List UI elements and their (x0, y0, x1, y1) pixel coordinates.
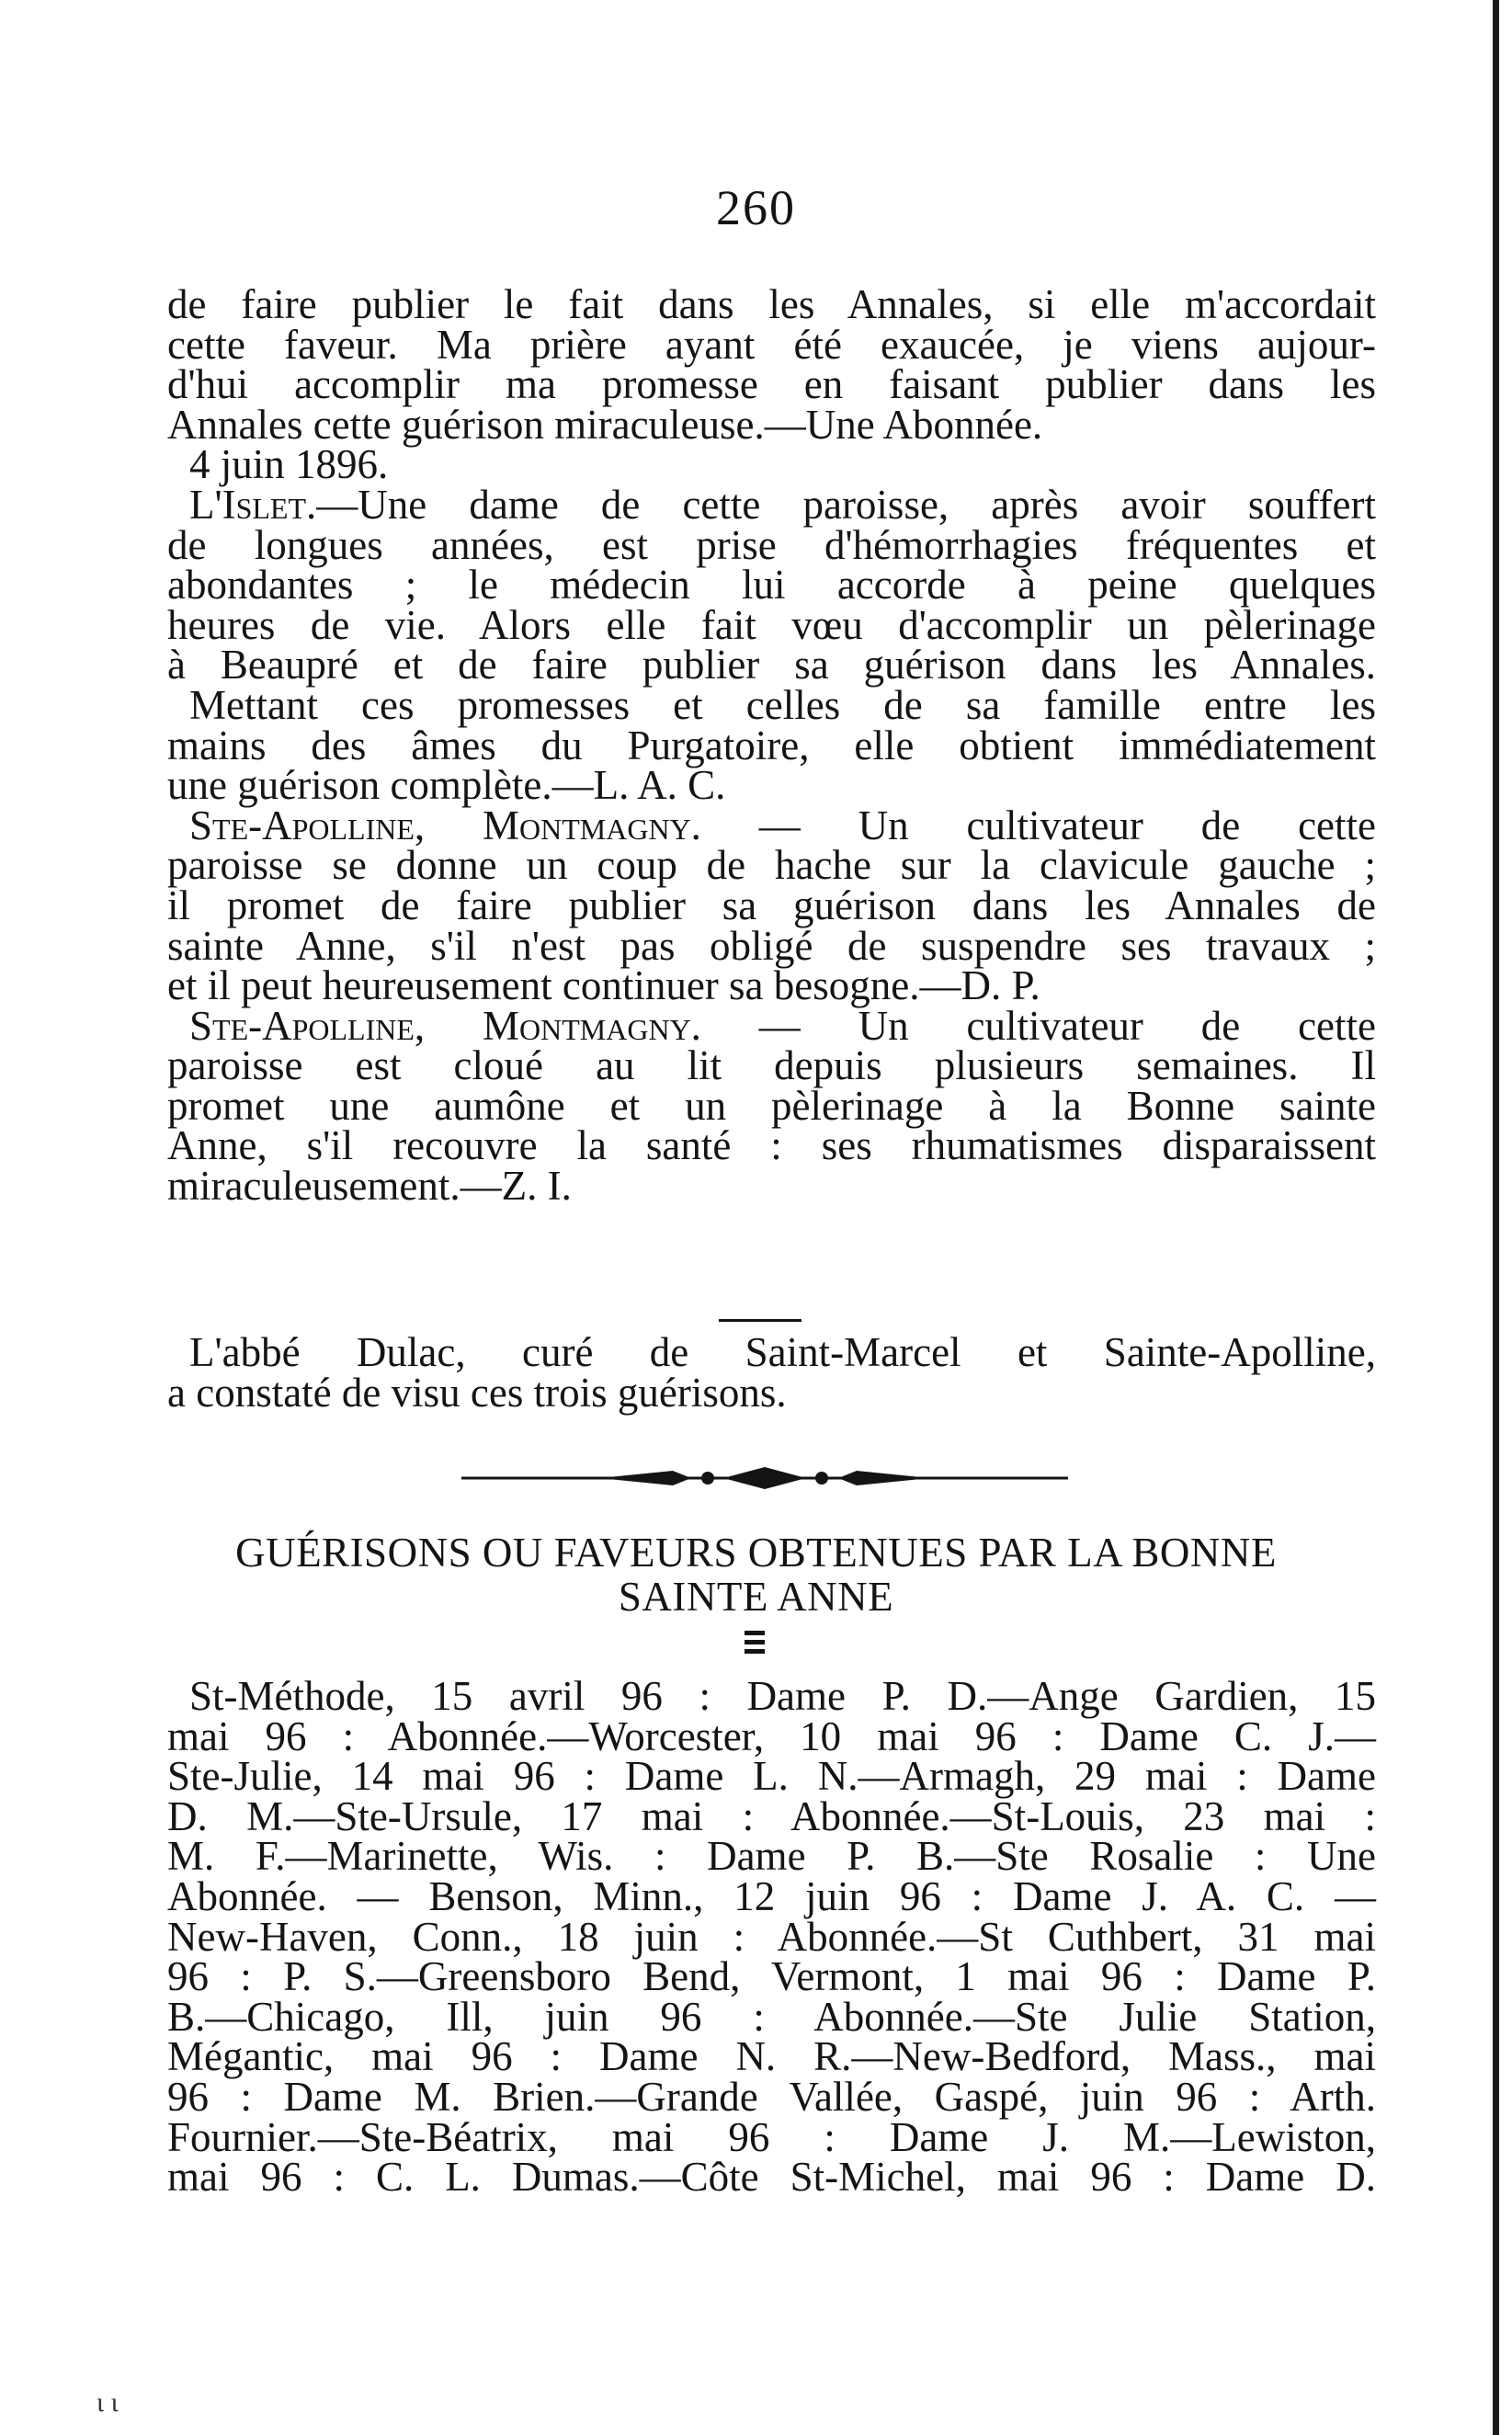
text-line: promet une aumône et un pèlerinage à la Bonne sainte (167, 1082, 1376, 1129)
text-line: de longues années, est prise d'hémorrhagies fréquentes et (167, 521, 1376, 568)
list-line: Fournier.—Ste-Béatrix, mai 96 : Dame J. M.—Lewiston, (167, 2113, 1376, 2160)
text-line: L'abbé Dulac, curé de Saint-Marcel et Sainte-Apolline, (189, 1329, 1376, 1375)
text-line: abondantes ; le médecin lui accorde à peine quelques (167, 562, 1376, 609)
list-line: M. F.—Marinette, Wis. : Dame P. B.—Ste Rosalie : Une (167, 1833, 1376, 1880)
text-line: Annales cette guérison miraculeuse.—Une Abonnée. (167, 401, 1043, 448)
islet-paragraph (167, 481, 1376, 809)
list-line: 96 : P. S.—Greensboro Bend, Vermont, 1 mai 96 : Dame P. (167, 1953, 1376, 2000)
text-line: à Beaupré et de faire publier sa guérison dans les Annales. (167, 642, 1376, 688)
text-line: Mettant ces promesses et celles de sa famille entre les (189, 681, 1376, 728)
favours-paragraph (167, 1673, 1376, 2201)
attestation-paragraph (167, 1329, 1376, 1416)
list-line: Mégantic, mai 96 : Dame N. R.—New-Bedford, Mass., mai (167, 2033, 1376, 2080)
list-line: D. M.—Ste-Ursule, 17 mai : Abonnée.—St-Louis, 23 mai : (167, 1792, 1376, 1839)
attestation-block (167, 1329, 1376, 1416)
favours-list (167, 1673, 1376, 2201)
ornamental-rule (461, 1460, 1068, 1496)
text-line: de faire publier le fait dans les Annales, si elle m'accordait (167, 281, 1376, 327)
text-fragment: — Un cultivateur de cette (700, 802, 1376, 848)
text-line: paroisse se donne un coup de hache sur la clavicule gauche ; (167, 842, 1376, 889)
text-fragment: — Un cultivateur de cette (700, 1002, 1376, 1049)
text-line: paroisse est cloué au lit depuis plusieurs semaines. Il (167, 1042, 1376, 1089)
heading-line-2: SAINTE ANNE (618, 1574, 894, 1620)
section-divider (719, 1319, 801, 1322)
list-line: 96 : Dame M. Brien.—Grande Vallée, Gaspé, juin 96 : Arth. (167, 2073, 1376, 2120)
list-line: St-Méthode, 15 avril 96 : Dame P. D.—Ange Gardien, 15 (189, 1673, 1376, 1719)
text-line: il promet de faire publier sa guérison dans les Annales de (167, 882, 1376, 928)
text-line: cette faveur. Ma prière ayant été exaucée, je viens aujour- (167, 321, 1376, 368)
text-line (167, 1002, 1376, 1049)
page-number: 260 (716, 180, 796, 235)
list-line: Abonnée. — Benson, Minn., 12 juin 96 : Dame J. A. C. — (167, 1872, 1376, 1919)
text-line: heures de vie. Alors elle fait vœu d'accomplir un pèlerinage (167, 601, 1376, 648)
section-heading (138, 1530, 1374, 1619)
text-line: une guérison complète.—L. A. C. (167, 762, 726, 809)
apolline-paragraph-1 (167, 802, 1376, 1009)
date-line: 4 juin 1896. (189, 441, 389, 488)
page-edge-rule (1493, 0, 1499, 2435)
text-line: et il peut heureusement continuer sa besogne.—D. P. (167, 962, 1040, 1009)
list-line: B.—Chicago, Ill, juin 96 : Abonnée.—Ste Julie Station, (167, 1993, 1376, 2040)
text-line: a constaté de visu ces trois guérisons. (167, 1369, 787, 1416)
text-column-top (167, 281, 1376, 1210)
corner-marks: ι ι (97, 2387, 119, 2418)
text-line: mains des âmes du Purgatoire, elle obtient immédiatement (167, 722, 1376, 768)
text-line: Anne, s'il recouvre la santé : ses rhumatismes disparaissent (167, 1122, 1376, 1169)
text-fragment: —Une dame de cette paroisse, après avoir souffert (316, 481, 1376, 528)
text-line (167, 481, 1376, 528)
list-line: New-Haven, Conn., 18 juin : Abonnée.—St Cuthbert, 31 mai (167, 1913, 1376, 1960)
text-line: miraculeusement.—Z. I. (167, 1163, 572, 1210)
text-line (167, 802, 1376, 848)
heading-line-1: GUÉRISONS OU FAVEURS OBTENUES PAR LA BONNE (235, 1530, 1277, 1576)
continuation-paragraph (167, 281, 1376, 488)
text-line: sainte Anne, s'il n'est pas obligé de suspendre ses travaux ; (167, 922, 1376, 969)
place-name: Ste-Apolline, Montmagny. (189, 802, 701, 848)
place-name: L'Islet. (189, 481, 317, 528)
list-line: mai 96 : Abonnée.—Worcester, 10 mai 96 : Dame C. J.— (167, 1712, 1376, 1759)
place-name: Ste-Apolline, Montmagny. (189, 1002, 701, 1049)
list-line: mai 96 : C. L. Dumas.—Côte St-Michel, mai 96 : Dame D. (167, 2154, 1376, 2201)
text-line: d'hui accomplir ma promesse en faisant publier dans les (167, 361, 1376, 408)
list-line: Ste-Julie, 14 mai 96 : Dame L. N.—Armagh, 29 mai : Dame (167, 1753, 1376, 1800)
heading-ornament (743, 1629, 767, 1656)
apolline-paragraph-2 (167, 1002, 1376, 1210)
